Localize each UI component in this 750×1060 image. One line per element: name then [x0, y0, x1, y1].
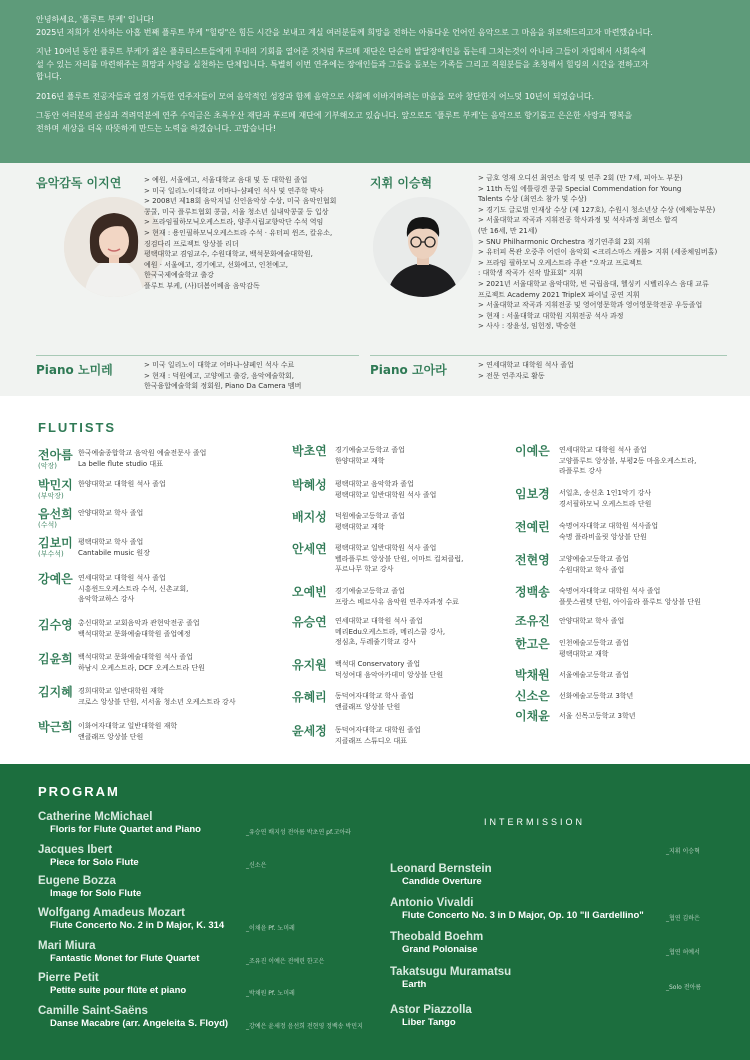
flutist-name: 박혜성 [292, 478, 327, 492]
flutist-name: 유혜리 [292, 690, 327, 704]
flutist-desc [559, 445, 696, 477]
program-conductor: _지휘 이승혁 [666, 848, 700, 855]
intro-line: 그동안 여러분의 관심과 격려덕분에 연주 수익금은 초록우산 재단과 푸르메 재단에 기부해오고 있습니다. 앞으로도 '플루트 부케'는 음악으로 향기롭고 은은한 사랑과 행복을 [36, 111, 633, 120]
desc-line: 하남시 오케스트라, DCF 오케스트라 단원 [78, 663, 205, 672]
bio-line: 평택대학교 겸임교수, 수원대학교, 백석문화예술대학원, [144, 250, 313, 259]
flutist-desc [559, 586, 701, 607]
bio-line: 플루트 부케, (사)더봄어베음 음악감독 [144, 281, 260, 290]
intro-line: 2025년 저희가 선사하는 아홉 번째 플루트 부케 "힐링"은 힘든 시간을 보내고 계실 여러분들께 희망을 전하는 아름다운 언어인 음악으로 그 마음을 위로해드리고자 마련했습니다. [36, 27, 653, 37]
intro-paragraph [36, 91, 714, 104]
flutist-name: 유지원 [292, 658, 327, 672]
program-work: Flute Concerto No. 3 in D Major, Op. 10 "Il Gardellino" [402, 910, 644, 921]
flutist-name: 김윤희 [38, 652, 73, 666]
program-composer: Takatsugu Muramatsu [390, 966, 512, 978]
flutist-desc [559, 488, 651, 509]
program-work: Danse Macabre (arr. Angeleita S. Floyd) [50, 1018, 229, 1029]
desc-line: 평택대학교 일반대학원 석사 졸업 [335, 544, 437, 552]
bio-line: > 2021년 서울대학교 음악대학, 빈 국립음대, 헬싱키 시벨리우스 음대 교류 [478, 279, 709, 288]
desc-line: 평택대학교 학사 졸업 [78, 538, 144, 546]
flutist-desc [335, 479, 436, 500]
intro-line: 합니다. [36, 72, 62, 81]
intro-line: 전하며 세상을 더욱 따뜻하게 만드는 노력을 하겠습니다. 고맙습니다! [36, 123, 276, 133]
flutist-name: 강예은 [38, 572, 73, 586]
program-performers: _협연 허예서 [666, 949, 700, 956]
bio-line: > 연세대학교 대학원 석사 졸업 [478, 361, 574, 369]
desc-line: 숙명여자대학교 대학원 석사졸업 [559, 522, 659, 530]
flutist-desc [559, 711, 636, 722]
flutist-desc [559, 670, 629, 681]
piano2-heading: Piano 고아라 [370, 363, 447, 377]
conductor-photo [373, 197, 473, 297]
desc-line: 백석대학교 문화예술대학원 석사 졸업 [78, 653, 193, 661]
desc-line: 음악학교하스 강사 [78, 595, 135, 604]
bio-line: > 미국 일리노이 대학교 어바나-샴페인 석사 수료 [144, 361, 295, 369]
desc-line: 인천예술고등학교 졸업 [559, 639, 629, 647]
flutist-desc [335, 445, 405, 466]
desc-line: 선화예술고등학교 3학년 [559, 692, 634, 700]
conductor-bio [478, 173, 717, 332]
flutist-desc [78, 448, 206, 469]
desc-line: 연세대학교 대학원 석사 졸업 [559, 446, 647, 454]
flutist-desc [78, 618, 200, 639]
flutist-desc [78, 652, 205, 673]
bio-line: > 2008년 제18회 음악저널 신인음악상 수상, 미국 음악인협회 [144, 197, 337, 206]
desc-line: 안양대학교 학사 졸업 [78, 509, 144, 517]
piano1-bio [144, 360, 301, 392]
program-work: Image for Solo Flute [50, 888, 142, 899]
conductor-heading: 지휘 이승혁 [370, 176, 433, 190]
bio-line: 징검다리 프로젝트 앙상블 리더 [144, 239, 239, 248]
intermission-label: INTERMISSION [484, 817, 586, 827]
desc-line: 경서필하모닉 오케스트라 단원 [559, 499, 652, 508]
program-composer: Jacques Ibert [38, 844, 113, 856]
flutist-desc [335, 691, 414, 712]
flutist-name: 배지성 [292, 510, 327, 524]
desc-line: 수원대학교 학사 졸업 [559, 565, 625, 574]
desc-line: 프랑스 베르사유 음악원 연주자과정 수료 [335, 597, 459, 606]
desc-line: 평택대학교 재학 [335, 522, 385, 531]
flutist-desc [559, 638, 629, 659]
flutist-role: (악장) [38, 462, 57, 470]
bio-line: > 미국 일리노이대학교 어바나-샴페인 석사 및 연주학 박사 [144, 186, 324, 195]
flutist-desc [78, 508, 143, 519]
program-work: Candide Overture [402, 876, 482, 887]
desc-line: 동덕여자대학교 학사 졸업 [335, 692, 414, 700]
bio-line: 예원 · 서울예고, 경기예고, 선화예고, 인천예고, [144, 260, 288, 269]
desc-line: 서울 신목고등학교 3학년 [559, 712, 636, 720]
desc-line: 크로스 앙상블 단원, 서서울 청소년 오케스트라 강사 [78, 697, 236, 706]
flutist-name: 박근희 [38, 720, 73, 734]
desc-line: 평택대학교 일반대학원 석사 졸업 [335, 490, 437, 499]
desc-line: 경기예술고등학교 졸업 [335, 446, 405, 454]
desc-line: 푸르나무 학교 강사 [335, 565, 394, 574]
flutist-desc [335, 586, 459, 607]
flutist-name: 김지혜 [38, 685, 73, 699]
bio-line: 콩쿨, 미국 플루트협회 콩쿨, 서울 청소년 실내악콩쿨 등 입상 [144, 207, 329, 216]
flutist-name: 박민지 [38, 478, 73, 492]
bio-line: 한국국제예술학교 출강 [144, 271, 214, 280]
program-performers: _Solo 전아름 [666, 984, 702, 991]
program-work: Liber Tango [402, 1017, 456, 1028]
desc-line: 앤클래프 앙상블 단원 [335, 702, 401, 711]
flutist-desc [78, 537, 150, 558]
bio-line: : 대학생 작곡가 신작 발표회" 지휘 [478, 269, 583, 278]
divider [36, 355, 359, 356]
desc-line: 라플루트 강사 [559, 467, 602, 476]
program-work: Fantastic Monet for Flute Quartet [50, 953, 200, 964]
flutist-name: 오예빈 [292, 585, 327, 599]
program-composer: Pierre Petit [38, 972, 99, 984]
flutist-name: 전아름 [38, 448, 73, 462]
program-composer: Theobald Boehm [390, 931, 484, 943]
director-bio [144, 175, 336, 292]
intro-line: 안녕하세요, '플루트 부케' 입니다! [36, 15, 155, 24]
bio-line: > 서울대학교 작곡과 지휘전공 학사과정 및 석사과정 최연소 합격 [478, 216, 678, 225]
flutist-name: 신소은 [515, 689, 550, 703]
flutist-name: 박채원 [515, 668, 550, 682]
desc-line: 지클래프 스튜디오 대표 [335, 736, 408, 745]
flutist-entry [38, 448, 73, 471]
desc-line: 벨라플루트 앙상블 단원, 이마트 컬쳐클럽, [335, 554, 464, 563]
divider [370, 355, 727, 356]
flutist-desc [559, 691, 633, 702]
desc-line: 덕원예술고등학교 졸업 [335, 512, 405, 520]
piano2-bio [478, 360, 574, 381]
desc-line: 경희대학교 일반대학원 재학 [78, 687, 164, 695]
program-work: Flute Concerto No. 2 in D Major, K. 314 [50, 920, 225, 931]
bio-line: > 금호 영재 오디션 최연소 합격 및 연주 2회 (만 7세, 피아노 부문) [478, 174, 683, 182]
flutist-desc [335, 511, 405, 532]
desc-line: 평택대학교 음악학과 졸업 [335, 480, 414, 488]
desc-line: 메리Edu오케스트라, 메리스쿨 강사, [335, 627, 446, 636]
flutist-role: (수석) [38, 521, 57, 529]
program-composer: Catherine McMichael [38, 811, 153, 823]
flutist-desc [559, 554, 629, 575]
desc-line: Cantabile music 원장 [78, 548, 150, 557]
flutist-name: 김수영 [38, 618, 73, 632]
flutist-desc [559, 616, 624, 627]
desc-line: 한국예술종합학교 음악원 예술전문사 졸업 [78, 449, 207, 457]
flutist-desc [559, 521, 658, 542]
flutist-entry [38, 478, 73, 501]
program-performers: _이채윤 Pf. 노미레 [246, 925, 295, 932]
flutist-name: 한고은 [515, 637, 550, 651]
flutist-name: 박초연 [292, 444, 327, 458]
program-performers: _조유진 이예은 전예린 한고은 [246, 958, 325, 965]
flutist-name: 이채윤 [515, 709, 550, 723]
bio-line: > 프라임필하모닉오케스트라, 양주시립교향악단 수석 역임 [144, 218, 324, 227]
desc-line: 플룻스퀀텟 단원, 아이올라 플루트 앙상블 단원 [559, 597, 701, 606]
program-performers: _강예은 윤세정 음선희 전현영 정백송 박민지 [246, 1023, 363, 1030]
desc-line: 앤클래프 앙상블 단원 [78, 732, 144, 741]
flutist-role: (부수석) [38, 550, 64, 558]
flutist-desc [335, 543, 463, 575]
flutist-desc [335, 725, 421, 746]
program-title: PROGRAM [38, 784, 120, 799]
program-performers: _유승연 배지성 전아름 박초연 pf.고아라 [246, 829, 351, 836]
desc-line: 숙명여자대학교 대학원 석사 졸업 [559, 587, 661, 595]
flutist-entry [38, 536, 73, 559]
bio-line: Talents 수상 (최연소 참가 및 수상) [478, 195, 587, 204]
piano1-heading: Piano 노미레 [36, 363, 113, 377]
program-performers: _협연 김하은 [666, 915, 700, 922]
program-composer: Astor Piazzolla [390, 1004, 472, 1016]
desc-line: 총신대학교 교회음악과 관현악전공 졸업 [78, 619, 200, 627]
flutist-name: 김보미 [38, 536, 73, 550]
intro-line: 설 수 있는 자리를 마련해주는 희망과 사랑을 실천하는 단체입니다. 특별히 이번 연주에는 장애인들과 그들을 돌보는 가족들 그리고 직원분들을 초청해서 힐링의 시간을 전하고자 [36, 59, 649, 69]
program-work: Earth [402, 979, 427, 990]
desc-line: 한양대학교 재학 [335, 456, 385, 465]
flutist-name: 전예린 [515, 520, 550, 534]
program-work: Petite suite pour flûte et piano [50, 985, 187, 996]
flutist-entry [38, 507, 73, 530]
program-work: Grand Polonaise [402, 944, 478, 955]
desc-line: 경기예술고등학교 졸업 [335, 587, 405, 595]
flutist-name: 조유진 [515, 614, 550, 628]
flutist-name: 안세연 [292, 542, 327, 556]
intro-line: 2016년 플루트 전공자들과 열정 가득한 연주자들이 모여 음악적인 성장과 함께 음악으로 사회에 이바지하려는 마음을 모아 창단한지 어느덧 10년이 되었습니다. [36, 91, 594, 101]
bio-line: > 예원, 서울예고, 서울대학교 음대 및 동 대학원 졸업 [144, 176, 308, 184]
bio-line: > 경기도 글로벌 인재상 수상 (제 127호), 수원시 청소년상 수상 (예체능부문) [478, 205, 716, 214]
bio-line: 프로젝트 Academy 2021 TripleX 파이널 공연 지휘 [478, 290, 640, 299]
flutist-desc [78, 686, 236, 707]
program-composer: Wolfgang Amadeus Mozart [38, 907, 185, 919]
intro-line: 지난 10여년 동안 플루트 부케가 젊은 플루티스트들에게 무대의 기회를 열어준 것처럼 푸르메 재단은 단순히 발달장애인을 돕는데 그치는것이 아니라 그들이 자립해서 사회속에 [36, 47, 646, 56]
flutist-desc [335, 659, 443, 680]
bio-line: > 현재 : 서울대학교 대학원 지휘전공 석사 과정 [478, 311, 624, 320]
intro-section [0, 0, 750, 163]
desc-line: 백석대 Conservatory 졸업 [335, 660, 421, 668]
desc-line: 안양대학교 학사 졸업 [559, 617, 625, 625]
program-performers: _박채원 Pf. 노미레 [246, 990, 295, 997]
program-composer: Eugene Bozza [38, 875, 116, 887]
bio-line: > 전문 연주자로 활동 [478, 371, 545, 380]
desc-line: 숙명 플라비올릿 앙상블 단원 [559, 532, 647, 541]
desc-line: 백석대학교 문화예술대학원 졸업예정 [78, 629, 191, 638]
desc-line: 연세대학교 대학원 석사 졸업 [335, 617, 423, 625]
desc-line: 서울예술고등학교 졸업 [559, 671, 629, 679]
bio-line: > 현재 : 덕원예고, 고양예고 출강, 음악예술학회, [144, 371, 294, 380]
flutist-role: (부악장) [38, 492, 64, 500]
flutist-name: 음선희 [38, 507, 73, 521]
bio-line: > 현재 : 용인필하모닉오케스트라 수석 · 유터피 윈즈, 칼유소, [144, 228, 333, 237]
bio-line: > 서울대학교 작곡과 지휘전공 및 영어영문학과 영어영문학전공 우등졸업 [478, 301, 703, 310]
flutist-name: 정백송 [515, 585, 550, 599]
bio-line: > 프라임 필하모닉 오케스트라 주관 "오작교 프로젝트 [478, 258, 643, 267]
desc-line: 한양대학교 대학원 석사 졸업 [78, 480, 166, 488]
bio-line: (만 16세, 만 21세) [478, 226, 538, 235]
bio-line: > 유터피 목관 오중주 어린이 음악회 <크리스마스 캐롤> 지휘 (세종체임버홀) [478, 248, 718, 257]
desc-line: 정심초, 두레줄기학교 강사 [335, 638, 417, 647]
flutist-desc [335, 616, 445, 648]
desc-line: La belle flute studio 대표 [78, 459, 163, 468]
bio-line: > 사사 : 장윤성, 임헌정, 박승현 [478, 322, 577, 331]
program-performers: _신소은 [246, 862, 267, 869]
flutist-name: 유승연 [292, 615, 327, 629]
desc-line: 고양예술고등학교 졸업 [559, 555, 629, 563]
desc-line: 연세대학교 대학원 석사 졸업 [78, 574, 166, 582]
intro-paragraph [36, 46, 714, 84]
program-composer: Mari Miura [38, 940, 96, 952]
bio-line: > 11th 독일 에틀링겐 콩쿨 Special Commendation for Young [478, 184, 682, 193]
desc-line: 동덕여자대학교 대학원 졸업 [335, 726, 421, 734]
desc-line: 덕성여대 음악아카데미 앙상블 단원 [335, 670, 444, 679]
intro-paragraph [36, 110, 714, 135]
program-composer: Camille Saint-Saëns [38, 1005, 148, 1017]
director-heading: 음악감독 이지연 [36, 176, 122, 190]
program-work: Floris for Flute Quartet and Piano [50, 824, 201, 835]
desc-line: 평택대학교 재학 [559, 649, 609, 658]
desc-line: 서일초, 송신초 1인1악기 강사 [559, 489, 652, 497]
program-composer: Antonio Vivaldi [390, 897, 474, 909]
desc-line: 시흥윈드오케스트라 수석, 신촌교회, [78, 584, 189, 593]
flutist-name: 임보경 [515, 487, 550, 501]
program-composer: Leonard Bernstein [390, 863, 492, 875]
intro-paragraph [36, 14, 714, 39]
flutist-name: 윤세정 [292, 724, 327, 738]
desc-line: 고양플루트 앙상블, 부평2동 마을오케스트라, [559, 456, 697, 465]
program-section [0, 764, 750, 1060]
bio-line: > SNU Philharmonic Orchestra 정기연주회 2회 지휘 [478, 237, 651, 246]
flutist-desc [78, 721, 177, 742]
flutist-desc [78, 573, 188, 605]
flutist-name: 이예은 [515, 444, 550, 458]
desc-line: 이화여자대학교 일반대학원 재학 [78, 722, 178, 730]
flutists-title: FLUTISTS [38, 420, 117, 435]
bio-line: 한국융합예술학회 정회원, Piano Da Camera 멤버 [144, 382, 302, 391]
program-work: Piece for Solo Flute [50, 857, 139, 868]
staff-section [0, 163, 750, 396]
flutist-desc [78, 479, 166, 490]
flutists-section [0, 396, 750, 764]
flutist-name: 전현영 [515, 553, 550, 567]
